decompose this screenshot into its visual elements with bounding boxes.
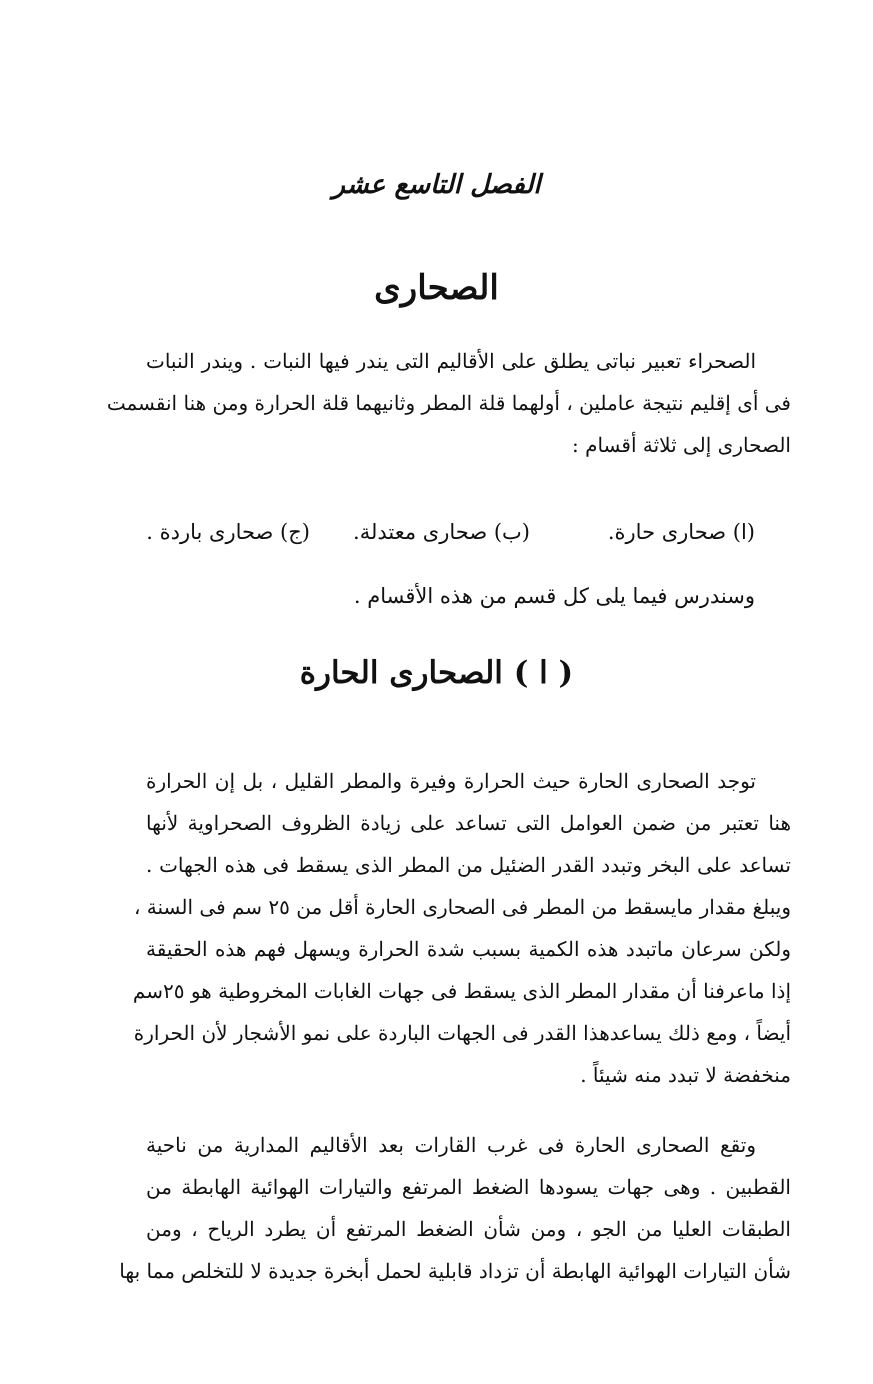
text-line: الصحراء تعبير نباتى يطلق على الأقاليم التى يندر فيها النبات . ويندر النبات	[146, 349, 756, 373]
list-item: (ا) صحارى حارة.	[607, 520, 755, 544]
text-line: وتقع الصحارى الحارة فى غرب القارات بعد الأقاليم المدارية من ناحية	[146, 1133, 756, 1157]
text-line: فى أى إقليم نتيجة عاملين ، أولهما قلة المطر وثانيهما قلة الحرارة ومن هنا انقسمت	[106, 391, 791, 415]
study-note: وسندرس فيما يلى كل قسم من هذه الأقسام .	[353, 584, 755, 608]
text-line: تساعد على البخر وتبدد القدر الضئيل من المطر الذى يسقط فى هذه الجهات .	[146, 853, 791, 877]
section-title: ( ا ) الصحارى الحارة	[299, 655, 574, 691]
body-paragraph	[132, 760, 791, 1096]
text-line: ولكن سرعان ماتبدد هذه الكمية بسبب شدة الحرارة ويسهل فهم هذه الحقيقة	[146, 937, 791, 961]
list-item: (ج) صحارى باردة .	[146, 520, 310, 544]
body-paragraph	[119, 1124, 791, 1292]
chapter-title: الفصل التاسع عشر	[332, 170, 541, 200]
text-line: الطبقات العليا من الجو ، ومن شأن الضغط المرتفع أن يطرد الرياح ، ومن	[146, 1217, 791, 1241]
text-line: شأن التيارات الهوائية الهابطة أن تزداد قابلية لحمل أبخرة جديدة لا للتخلص مما بها	[119, 1259, 791, 1283]
text-line: القطبين . وهى جهات يسودها الضغط المرتفع والتيارات الهوائية الهابطة من	[146, 1175, 791, 1199]
text-line: هنا تعتبر من ضمن العوامل التى تساعد على زيادة الظروف الصحراوية لأنها	[146, 811, 791, 835]
text-line: إذا ماعرفنا أن مقدار المطر الذى يسقط فى جهات الغابات المخروطية هو ٢٥سم	[132, 979, 791, 1003]
list-item: (ب) صحارى معتدلة.	[353, 520, 530, 544]
categories-list	[115, 510, 755, 554]
intro-paragraph	[106, 340, 791, 466]
text-line: ويبلغ مقدار مايسقط من المطر فى الصحارى الحارة أقل من ٢٥ سم فى السنة ،	[133, 895, 791, 919]
text-line: الصحارى إلى ثلاثة أقسام :	[571, 433, 791, 457]
page-title: الصحارى	[374, 268, 499, 308]
text-line: منخفضة لا تبدد منه شيئاً .	[580, 1063, 791, 1087]
text-line: أيضاً ، ومع ذلك يساعدهذا القدر فى الجهات الباردة على نمو الأشجار لأن الحرارة	[133, 1021, 791, 1045]
text-line: توجد الصحارى الحارة حيث الحرارة وفيرة والمطر القليل ، بل إن الحرارة	[146, 769, 756, 793]
